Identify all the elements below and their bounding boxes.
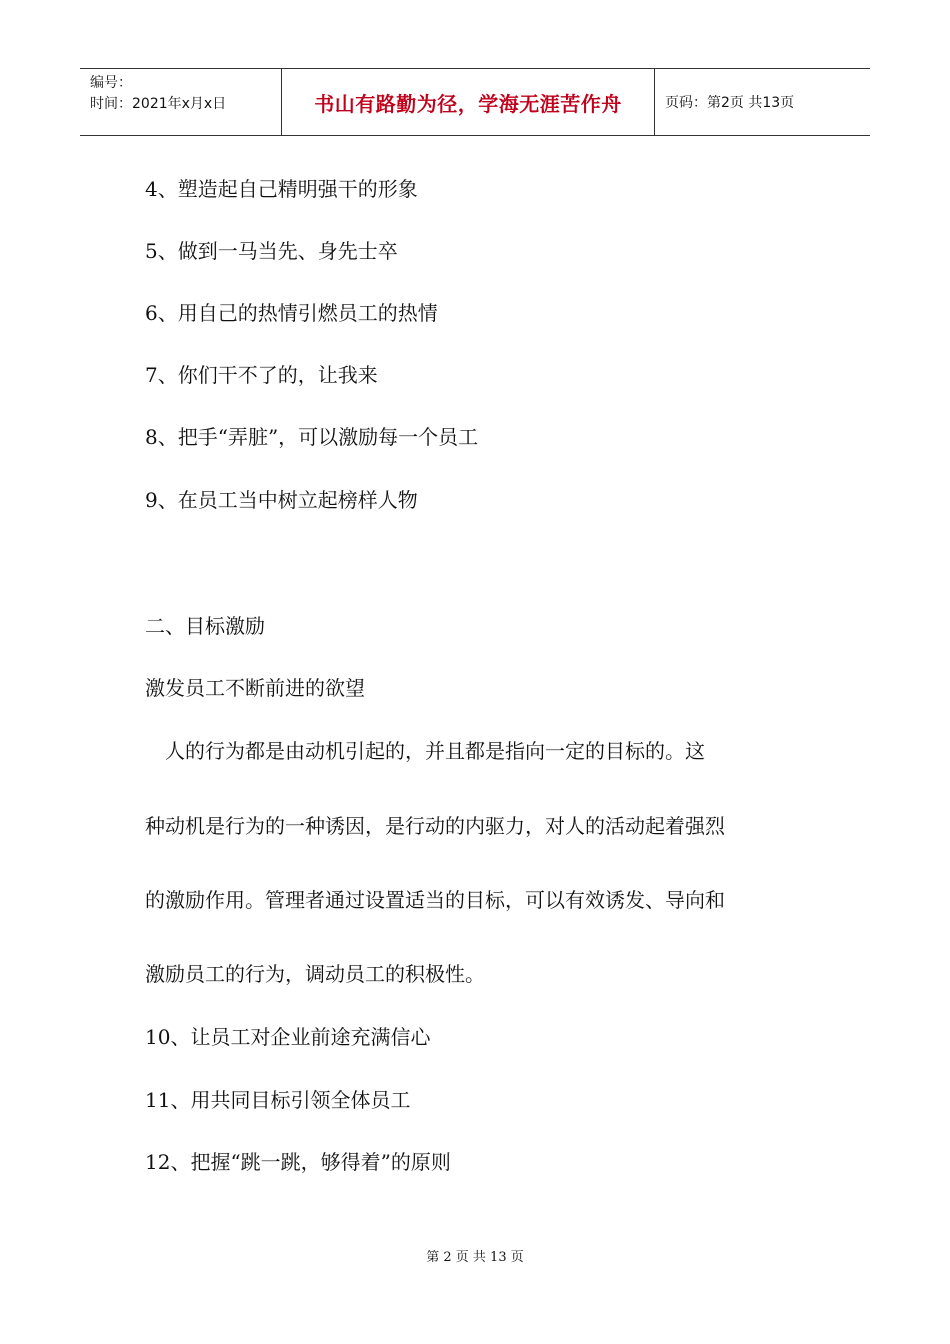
section-subheading: 激发员工不断前进的欲望 [145,676,365,700]
paragraph-line: 激励员工的行为，调动员工的积极性。 [145,962,485,986]
page-footer: 第 2 页 共 13 页 [426,1250,524,1265]
list-item: 10、让员工对企业前途充满信心 [145,1025,431,1049]
list-item: 12、把握“跳一跳，够得着”的原则 [145,1150,451,1174]
list-item: 8、把手“弄脏”，可以激励每一个员工 [145,425,479,449]
header-motto-cell [281,69,655,135]
header-meta [80,69,281,135]
document-date-label: 时间：2021年x月x日 [90,96,227,112]
list-item: 5、做到一马当先、身先士卒 [145,239,398,263]
list-item: 4、塑造起自己精明强干的形象 [145,177,418,201]
list-item: 7、你们干不了的，让我来 [145,363,378,387]
paragraph-line: 种动机是行为的一种诱因，是行动的内驱力，对人的活动起着强烈 [145,814,725,838]
list-item: 11、用共同目标引领全体员工 [145,1088,411,1112]
header-motto: 书山有路勤为径，学海无涯苦作舟 [314,91,622,116]
page-header [80,68,870,136]
document-number-label: 编号： [90,75,132,91]
paragraph-line: 的激励作用。管理者通过设置适当的目标，可以有效诱发、导向和 [145,888,725,912]
section-heading: 二、目标激励 [145,614,265,638]
header-page-cell [655,69,870,135]
list-item: 6、用自己的热情引燃员工的热情 [145,301,438,325]
header-page-number: 页码：第2页 共13页 [665,95,795,111]
paragraph-line: 人的行为都是由动机引起的，并且都是指向一定的目标的。这 [145,739,705,763]
list-item: 9、在员工当中树立起榜样人物 [145,488,418,512]
